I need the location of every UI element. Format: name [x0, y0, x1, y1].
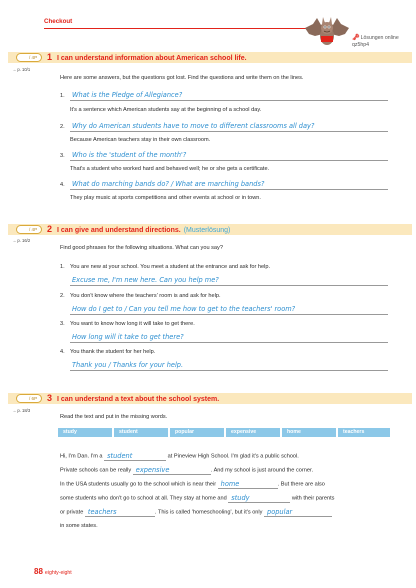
points-box[interactable]: / 6P [16, 394, 42, 403]
gap-answer: home [220, 480, 240, 489]
section-title-text: I can give and understand directions. [57, 226, 181, 234]
gap-answer: student [107, 452, 133, 461]
gap-answer: expensive [135, 466, 170, 475]
text-line [60, 453, 299, 461]
text-fragment: Hi, I'm Dan. I'm a [60, 453, 103, 460]
answer-text: How long will it take to get there? [72, 333, 184, 341]
word-chip[interactable]: popular [170, 428, 224, 437]
text-fragment: with their parents [291, 495, 335, 502]
question-number: 3. [60, 153, 65, 159]
question-number: 1. [60, 93, 65, 99]
gap-answer: teachers [87, 508, 117, 517]
prompt-text: You are new at your school. You meet a student at the entrance and ask for help. [70, 264, 271, 270]
given-answer: They play music at sports competitions and other events at school or in town. [70, 195, 261, 201]
gap-blank[interactable] [85, 509, 155, 517]
section-3-header [8, 393, 412, 404]
header-rule [44, 28, 344, 29]
question-number: 2. [60, 124, 65, 130]
solutions-code: qz5hp4 [352, 42, 370, 49]
section-instruction: Find good phrases for the following situations. What can you say? [60, 245, 223, 251]
gap-answer: popular [267, 508, 293, 517]
item-number: 3. [60, 321, 65, 327]
gap-blank[interactable] [133, 467, 211, 475]
gap-blank[interactable] [218, 481, 278, 489]
text-line [60, 481, 325, 489]
text-line [60, 523, 98, 530]
section-1-header [8, 52, 412, 63]
item-number: 2. [60, 293, 65, 299]
points-box[interactable]: / 4P [16, 225, 42, 234]
points-box[interactable]: / 4P [16, 53, 42, 62]
page-reference: → p. 18/3 [12, 408, 31, 413]
text-fragment: some students who don't go to school at all. They stay at home and [60, 495, 227, 502]
item-number: 4. [60, 349, 65, 355]
section-number: 1 [47, 52, 53, 62]
situation-prompt [60, 293, 221, 300]
text-fragment: . This is called 'homeschooling', but it's only [154, 509, 263, 516]
given-answer: It's a sentence which American students say at the beginning of a school day. [70, 107, 262, 113]
section-instruction: Read the text and put in the missing words. [60, 414, 168, 420]
situation-prompt [60, 321, 195, 328]
page-reference: → p. 16/2 [12, 238, 31, 243]
word-chip[interactable]: study [58, 428, 112, 437]
question-number: 4. [60, 182, 65, 188]
prompt-text: You don't know where the teachers' room is and ask for help. [70, 293, 221, 299]
text-fragment: or private [60, 509, 84, 516]
page-number: 88 [34, 567, 43, 576]
gap-blank[interactable] [228, 495, 290, 503]
given-answer: Because American teachers stay in their own classroom. [70, 137, 211, 143]
answer-text: Excuse me, I'm new here. Can you help me? [72, 276, 219, 284]
text-fragment: . But there are also [277, 481, 325, 488]
text-line [60, 495, 334, 503]
word-bank [58, 428, 390, 437]
page-footer [34, 567, 72, 577]
section-title [57, 226, 230, 235]
answer-text: What do marching bands do? / What are marching bands? [72, 180, 265, 188]
page-title: Checkout [44, 18, 73, 25]
text-fragment: in some states. [60, 523, 98, 529]
text-line [60, 509, 332, 517]
word-chip[interactable]: teachers [338, 428, 390, 437]
section-number: 2 [47, 224, 53, 234]
page-number-words: eighty-eight [44, 570, 72, 576]
prompt-text: You thank the student for her help. [70, 349, 156, 355]
prompt-text: You want to know how long it will take to get there. [70, 321, 195, 327]
solutions-online-text: Lösungen online [360, 35, 399, 41]
sample-solution-label: (Musterlösung) [183, 226, 231, 234]
situation-prompt [60, 349, 155, 356]
page-reference: → p. 10/1 [12, 67, 31, 72]
section-number: 3 [47, 393, 53, 403]
solutions-online-note [352, 34, 410, 49]
answer-text: What is the Pledge of Allegiance? [72, 91, 183, 99]
bat-mascot-icon [303, 14, 351, 54]
section-title: I can understand a text about the school system. [57, 395, 220, 403]
answer-text: How do I get to / Can you tell me how to get to the teachers' room? [72, 305, 296, 313]
section-2-header [8, 224, 412, 235]
key-icon: 🗝 [352, 35, 360, 41]
situation-prompt [60, 264, 270, 271]
answer-text: Thank you / Thanks for your help. [72, 361, 184, 369]
word-chip[interactable]: expensive [226, 428, 280, 437]
text-fragment: at Pineview High School. I'm glad it's a public school. [167, 453, 299, 460]
text-fragment: . And my school is just around the corner. [210, 467, 314, 474]
answer-text: Why do American students have to move to different classrooms all day? [72, 122, 315, 130]
answer-text: Who is the 'student of the month'? [72, 151, 187, 159]
text-line [60, 467, 313, 475]
gap-blank[interactable] [104, 453, 166, 461]
item-number: 1. [60, 264, 65, 270]
given-answer: That's a student who worked hard and behaved well; he or she gets a certificate. [70, 166, 270, 172]
gap-blank[interactable] [264, 509, 332, 517]
section-title: I can understand information about American school life. [57, 54, 247, 62]
word-chip[interactable]: student [114, 428, 168, 437]
text-fragment: Private schools can be really [60, 467, 132, 474]
section-instruction: Here are some answers, but the questions got lost. Find the questions and write them on the lines. [60, 75, 304, 81]
gap-answer: study [231, 494, 250, 503]
text-fragment: In the USA students usually go to the school which is near their [60, 481, 217, 488]
word-chip[interactable]: home [282, 428, 336, 437]
